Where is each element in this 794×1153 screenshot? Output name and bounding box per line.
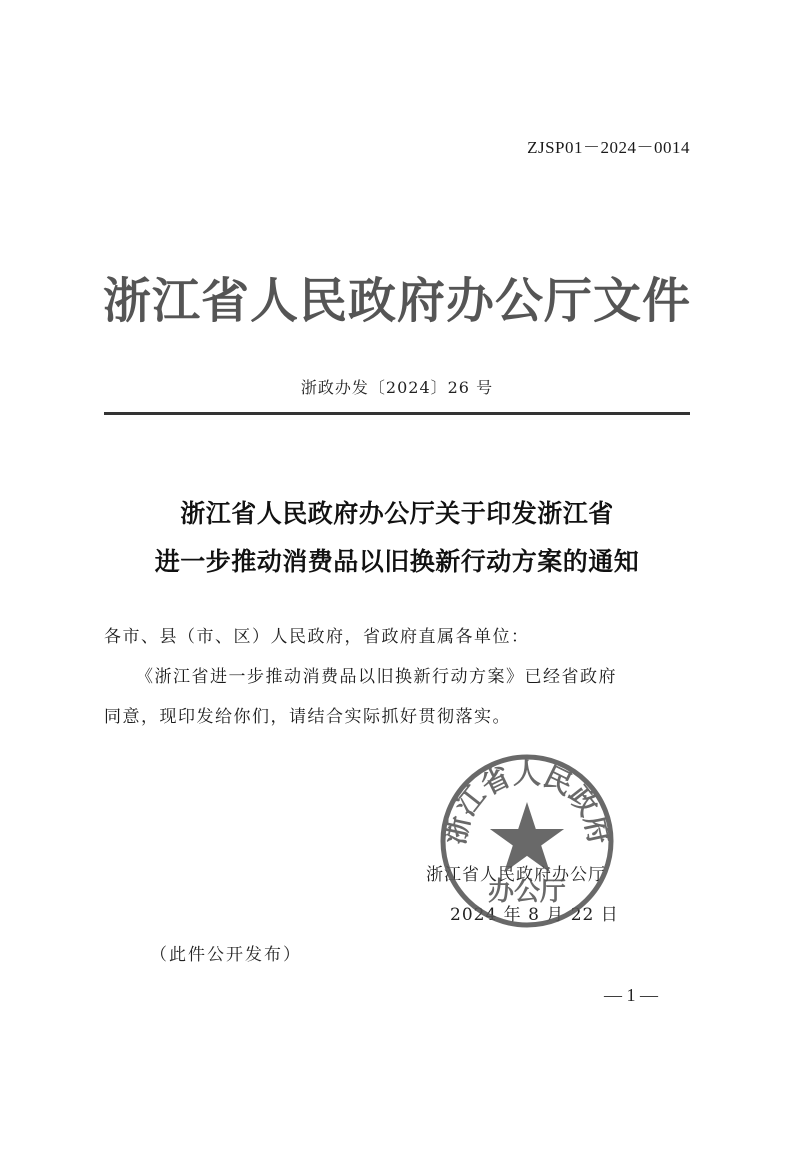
document-title	[0, 490, 794, 586]
title-line-2: 进一步推动消费品以旧换新行动方案的通知	[154, 547, 640, 576]
title-line-1: 浙江省人民政府办公厅关于印发浙江省	[180, 499, 614, 528]
seal-arc-text: 浙江省人民政府	[438, 756, 616, 848]
star-icon	[490, 802, 564, 873]
seal-bottom-text: 办公厅	[487, 877, 567, 907]
masthead-divider	[104, 412, 690, 415]
document-number: 浙政办发〔2024〕26 号	[300, 378, 494, 397]
body-paragraph-line-1: 《浙江省进一步推动消费品以旧换新行动方案》已经省政府	[136, 667, 617, 687]
official-seal-stamp	[438, 752, 616, 930]
signature-date: 2024 年 8 月 22 日	[450, 905, 619, 925]
addressee: 各市、县（市、区）人民政府，省政府直属各单位：	[104, 627, 530, 647]
masthead-title: 浙江省人民政府办公厅文件	[102, 273, 691, 329]
public-release-note: （此件公开发布）	[150, 945, 302, 965]
document-serial-number: ZJSP01－2024－0014	[527, 138, 690, 157]
body-paragraph-line-2: 同意，现印发给你们，请结合实际抓好贯彻落实。	[104, 707, 511, 727]
signature-sender: 浙江省人民政府办公厅	[426, 865, 606, 885]
page-number: — 1 —	[604, 985, 658, 1005]
